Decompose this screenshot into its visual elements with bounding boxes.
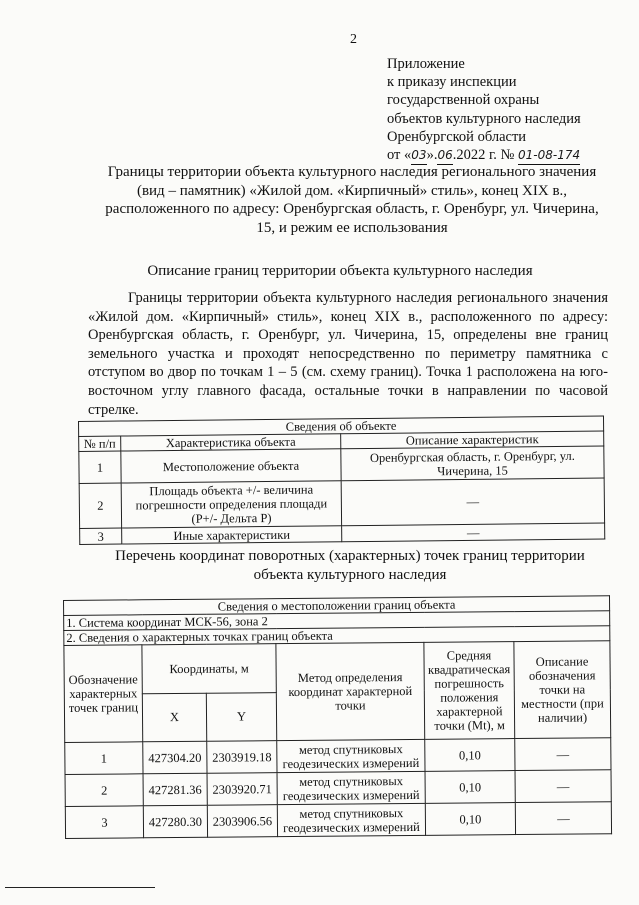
table-cell: 3 [80, 528, 122, 544]
appendix-line: к приказу инспекции [387, 74, 517, 91]
object-info-table [78, 415, 605, 545]
handwritten-day: 03 [411, 146, 426, 165]
coords-table-caption: Сведения о местоположении границ объекта [64, 596, 610, 616]
table-cell: — [342, 523, 605, 542]
coordinate-system: 1. Система координат МСК-56, зона 2 [64, 611, 610, 631]
table-cell: 0,10 [425, 771, 515, 804]
section-heading: Описание границ территории объекта культурного наследия [147, 263, 533, 279]
title-line: 15, и режим ее использования [256, 219, 448, 236]
table-cell: 2303919.18 [207, 741, 277, 774]
table-cell: Оренбургская область, г. Оренбург, ул. Чичерина, 15 [341, 446, 604, 481]
date-prefix: от « [387, 147, 412, 164]
appendix-line: Оренбургской области [387, 128, 527, 145]
header-cell: Описание характеристик [341, 431, 604, 449]
table-cell: — [515, 802, 611, 835]
table-cell: 427280.30 [143, 805, 207, 838]
title-line: расположенного по адресу: Оренбургская область, г. Оренбург, ул. Чичерина, [105, 201, 599, 217]
date-mid: ». [426, 147, 438, 164]
description-paragraph [88, 289, 608, 419]
table-row [79, 478, 604, 528]
table-cell: Местоположение объекта [121, 449, 341, 483]
appendix-line: объектов культурного наследия [387, 110, 581, 127]
header-cell: № п/п [79, 436, 121, 451]
table-cell: 0,10 [425, 739, 515, 772]
handwritten-month: 06 [437, 146, 452, 165]
header-cell: X [142, 693, 206, 742]
heading-line: объекта культурного наследия [253, 566, 447, 583]
table-row [65, 770, 611, 807]
title-line: (вид – памятник) «Жилой дом. «Кирпичный» стиль», конец XIX в., [136, 182, 568, 199]
header-cell: Координаты, м [142, 644, 276, 694]
table-cell: — [515, 770, 611, 803]
coordinates-table [63, 595, 612, 839]
table-cell: 427281.36 [143, 773, 207, 806]
appendix-block [387, 55, 637, 165]
table-row [65, 802, 611, 839]
header-cell: Обозначение характерных точек границ [64, 645, 143, 743]
description-text: Границы территории объекта культурного наследия регионального значения «Жилой дом. «Кирпичный» стиль», конец XIX в., расположенного по адресу: Оренбургская область, г. Оренбург, ул. Чичерина, 15, определены вне границ земельного участка и проходят непосредственно по периметру памятника с отступом во двор по точкам 1 – 5 (см. схему границ). Точка 1 расположена на юго-восточном углу главного фасада, остальные точки в направлении по часовой стрелке. [88, 290, 608, 418]
handwritten-order-number: 01-08-174 [518, 146, 580, 165]
table-cell: Иные характеристики [122, 526, 342, 544]
table-cell: 1 [79, 451, 121, 483]
table-cell: Площадь объекта +/- величина погрешности определения площади (P+/- Дельта P) [121, 481, 341, 528]
date-year: .2022 г. № [452, 147, 515, 164]
table-cell: метод спутниковых геодезических измерений [277, 803, 425, 836]
table-cell: метод спутниковых геодезических измерений [277, 739, 425, 772]
heading-line: Перечень координат поворотных (характерных) точек границ территории [115, 548, 585, 564]
table-cell: 2 [65, 774, 143, 807]
header-cell: Метод определения координат характерной точки [276, 642, 425, 740]
appendix-line: государственной охраны [387, 92, 540, 109]
table-cell: 1 [65, 742, 143, 775]
appendix-line: Приложение [387, 56, 465, 72]
coordinates-heading [90, 547, 610, 584]
points-caption: 2. Сведения о характерных точках границ объекта [64, 626, 610, 646]
header-cell: Средняя квадратическая погрешность положения характерной точки (Mt), м [424, 642, 515, 740]
table-cell: — [515, 738, 611, 771]
page-number: 2 [350, 32, 357, 47]
document-title [92, 163, 612, 237]
header-cell: Описание обозначения точки на местности (при наличии) [514, 641, 611, 739]
table-cell: 2 [79, 483, 121, 528]
table-cell: 2303906.56 [207, 805, 277, 838]
table-cell: — [341, 478, 604, 526]
table-cell: 2303920.71 [207, 773, 277, 806]
header-cell: Характеристика объекта [121, 434, 341, 451]
table-row [65, 738, 611, 775]
table-cell: 3 [65, 806, 143, 839]
object-table-caption: Сведения об объекте [79, 416, 604, 436]
title-line: Границы территории объекта культурного наследия регионального значения [107, 164, 597, 180]
table-cell: 0,10 [425, 803, 515, 836]
table-cell: 427304.20 [143, 741, 207, 774]
table-cell: метод спутниковых геодезических измерений [277, 771, 425, 804]
footnote-divider [5, 887, 155, 888]
header-cell: Y [206, 692, 276, 741]
